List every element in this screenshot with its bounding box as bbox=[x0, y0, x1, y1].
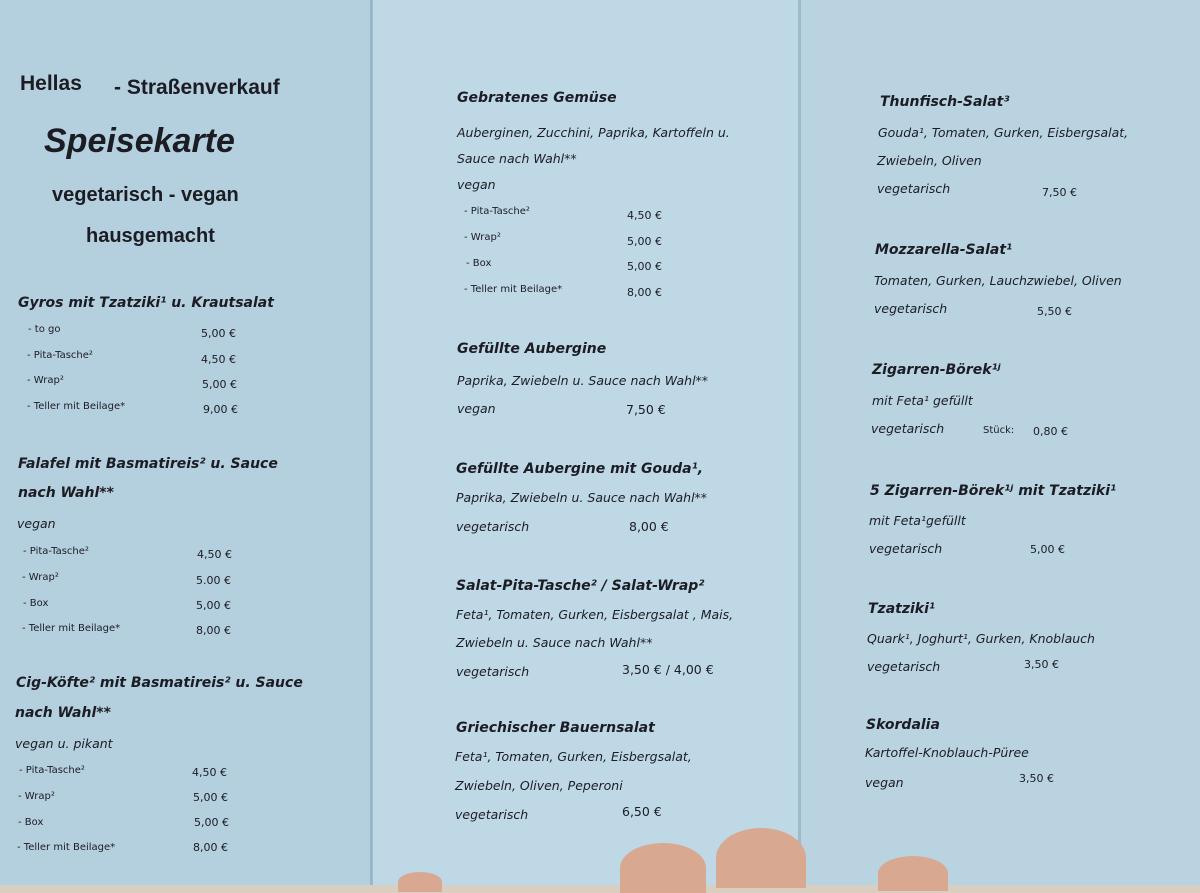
thunfisch-tag: vegetarisch bbox=[877, 181, 951, 196]
tzatziki-title: Tzatziki¹ bbox=[868, 601, 936, 617]
gemuese-description-2: Sauce nach Wahl** bbox=[457, 151, 577, 166]
cig-koefte-title: Cig-Köfte² mit Basmatireis² u. Sauce bbox=[16, 675, 303, 691]
gemuese-option-label: - Pita-Tasche² bbox=[464, 206, 530, 217]
mozzarella-description: Tomaten, Gurken, Lauchzwiebel, Oliven bbox=[874, 273, 1122, 288]
falafel-option-price: 5.00 € bbox=[196, 574, 231, 587]
falafel-title-2: nach Wahl** bbox=[18, 485, 114, 501]
skordalia-tag: vegan bbox=[865, 775, 904, 790]
zigarren-boerek-description: mit Feta¹ gefüllt bbox=[872, 393, 973, 408]
cig-koefte-option-price: 5,00 € bbox=[193, 791, 228, 804]
thunfisch-description: Gouda¹, Tomaten, Gurken, Eisbergsalat, bbox=[878, 125, 1129, 140]
gemuese-option-price: 8,00 € bbox=[627, 286, 662, 299]
zigarren5-tag: vegetarisch bbox=[869, 541, 943, 556]
mozzarella-title: Mozzarella-Salat¹ bbox=[875, 242, 1013, 258]
bauernsalat-title: Griechischer Bauernsalat bbox=[456, 720, 655, 736]
zigarren-boerek-unit: Stück: bbox=[983, 425, 1015, 436]
bauernsalat-description-2: Zwiebeln, Oliven, Peperoni bbox=[455, 778, 623, 793]
gemuese-option-label: - Box bbox=[466, 258, 492, 269]
bauernsalat-description: Feta¹, Tomaten, Gurken, Eisbergsalat, bbox=[455, 749, 692, 764]
gyros-option-label: - Pita-Tasche² bbox=[27, 350, 93, 361]
cig-koefte-option-label: - Pita-Tasche² bbox=[19, 765, 85, 776]
cig-koefte-option-label: - Wrap² bbox=[18, 791, 55, 802]
gyros-option-label: - Teller mit Beilage* bbox=[27, 401, 126, 412]
aubergine-gouda-price: 8,00 € bbox=[629, 519, 669, 534]
cig-koefte-option-price: 5,00 € bbox=[194, 816, 229, 829]
gyros-option-price: 5,00 € bbox=[202, 378, 237, 391]
zigarren5-description: mit Feta¹gefüllt bbox=[869, 513, 966, 528]
salat-pita-title: Salat-Pita-Tasche² / Salat-Wrap² bbox=[456, 578, 705, 594]
aubergine-description: Paprika, Zwiebeln u. Sauce nach Wahl** bbox=[457, 373, 709, 388]
gemuese-option-price: 5,00 € bbox=[627, 260, 662, 273]
gyros-option-price: 9,00 € bbox=[203, 403, 238, 416]
falafel-option-price: 4,50 € bbox=[197, 548, 232, 561]
skordalia-description: Kartoffel-Knoblauch-Püree bbox=[865, 745, 1029, 760]
gemuese-tag: vegan bbox=[457, 177, 496, 192]
tzatziki-tag: vegetarisch bbox=[867, 659, 941, 674]
fold-line-left bbox=[370, 0, 373, 885]
aubergine-title: Gefüllte Aubergine bbox=[457, 341, 607, 357]
gemuese-option-label: - Teller mit Beilage* bbox=[464, 284, 563, 295]
aubergine-gouda-tag: vegetarisch bbox=[456, 519, 530, 534]
gemuese-option-label: - Wrap² bbox=[464, 232, 501, 243]
cig-koefte-option-price: 8,00 € bbox=[193, 841, 228, 854]
gemuese-option-price: 4,50 € bbox=[627, 209, 662, 222]
finger-image bbox=[716, 828, 806, 888]
falafel-option-price: 5,00 € bbox=[196, 599, 231, 612]
thunfisch-title: Thunfisch-Salat³ bbox=[880, 94, 1010, 110]
falafel-tag: vegan bbox=[17, 516, 56, 531]
falafel-option-label: - Teller mit Beilage* bbox=[22, 623, 121, 634]
falafel-title: Falafel mit Basmatireis² u. Sauce bbox=[18, 456, 278, 472]
skordalia-price: 3,50 € bbox=[1019, 772, 1054, 785]
bauernsalat-price: 6,50 € bbox=[622, 804, 662, 819]
fold-line-right bbox=[798, 0, 801, 885]
salat-pita-description-2: Zwiebeln u. Sauce nach Wahl** bbox=[456, 635, 653, 650]
aubergine-gouda-description: Paprika, Zwiebeln u. Sauce nach Wahl** bbox=[456, 490, 708, 505]
salat-pita-price: 3,50 € / 4,00 € bbox=[622, 662, 714, 677]
tzatziki-price: 3,50 € bbox=[1024, 658, 1059, 671]
skordalia-title: Skordalia bbox=[866, 717, 940, 733]
falafel-option-label: - Wrap² bbox=[22, 572, 59, 583]
zigarren-boerek-title: Zigarren-Börek¹ʲ bbox=[872, 362, 1001, 378]
gyros-option-price: 4,50 € bbox=[201, 353, 236, 366]
thunfisch-description-2: Zwiebeln, Oliven bbox=[877, 153, 982, 168]
cig-koefte-option-price: 4,50 € bbox=[192, 766, 227, 779]
header-subtitle-2: hausgemacht bbox=[86, 225, 215, 247]
salat-pita-description: Feta¹, Tomaten, Gurken, Eisbergsalat , Mais, bbox=[456, 607, 734, 622]
mozzarella-tag: vegetarisch bbox=[874, 301, 948, 316]
zigarren-boerek-price: 0,80 € bbox=[1033, 425, 1068, 438]
zigarren-boerek-tag: vegetarisch bbox=[871, 421, 945, 436]
aubergine-gouda-title: Gefüllte Aubergine mit Gouda¹, bbox=[456, 461, 704, 477]
cig-koefte-tag: vegan u. pikant bbox=[15, 736, 113, 751]
gyros-option-label: - Wrap² bbox=[27, 375, 64, 386]
zigarren5-price: 5,00 € bbox=[1030, 543, 1065, 556]
header-shop-name: Hellas bbox=[20, 72, 82, 95]
mozzarella-price: 5,50 € bbox=[1037, 305, 1072, 318]
gyros-title: Gyros mit Tzatziki¹ u. Krautsalat bbox=[18, 295, 274, 311]
gemuese-option-price: 5,00 € bbox=[627, 235, 662, 248]
falafel-option-price: 8,00 € bbox=[196, 624, 231, 637]
gyros-option-label: - to go bbox=[28, 324, 61, 335]
gemuese-title: Gebratenes Gemüse bbox=[457, 90, 617, 106]
bauernsalat-tag: vegetarisch bbox=[455, 807, 529, 822]
cig-koefte-option-label: - Teller mit Beilage* bbox=[17, 842, 116, 853]
header-shop-type: - Straßenverkauf bbox=[114, 76, 280, 99]
aubergine-tag: vegan bbox=[457, 401, 496, 416]
zigarren5-title: 5 Zigarren-Börek¹ʲ mit Tzatziki¹ bbox=[870, 483, 1117, 499]
page-title: Speisekarte bbox=[44, 122, 235, 160]
falafel-option-label: - Box bbox=[23, 598, 49, 609]
finger-image bbox=[620, 843, 706, 893]
finger-image bbox=[398, 872, 442, 892]
finger-image bbox=[878, 856, 948, 891]
salat-pita-tag: vegetarisch bbox=[456, 664, 530, 679]
falafel-option-label: - Pita-Tasche² bbox=[23, 546, 89, 557]
header-subtitle: vegetarisch - vegan bbox=[52, 184, 239, 206]
cig-koefte-option-label: - Box bbox=[18, 817, 44, 828]
gemuese-description: Auberginen, Zucchini, Paprika, Kartoffeln u. bbox=[457, 125, 730, 140]
aubergine-price: 7,50 € bbox=[626, 402, 666, 417]
gyros-option-price: 5,00 € bbox=[201, 327, 236, 340]
thunfisch-price: 7,50 € bbox=[1042, 186, 1077, 199]
cig-koefte-title-2: nach Wahl** bbox=[15, 705, 111, 721]
tzatziki-description: Quark¹, Joghurt¹, Gurken, Knoblauch bbox=[867, 631, 1095, 646]
